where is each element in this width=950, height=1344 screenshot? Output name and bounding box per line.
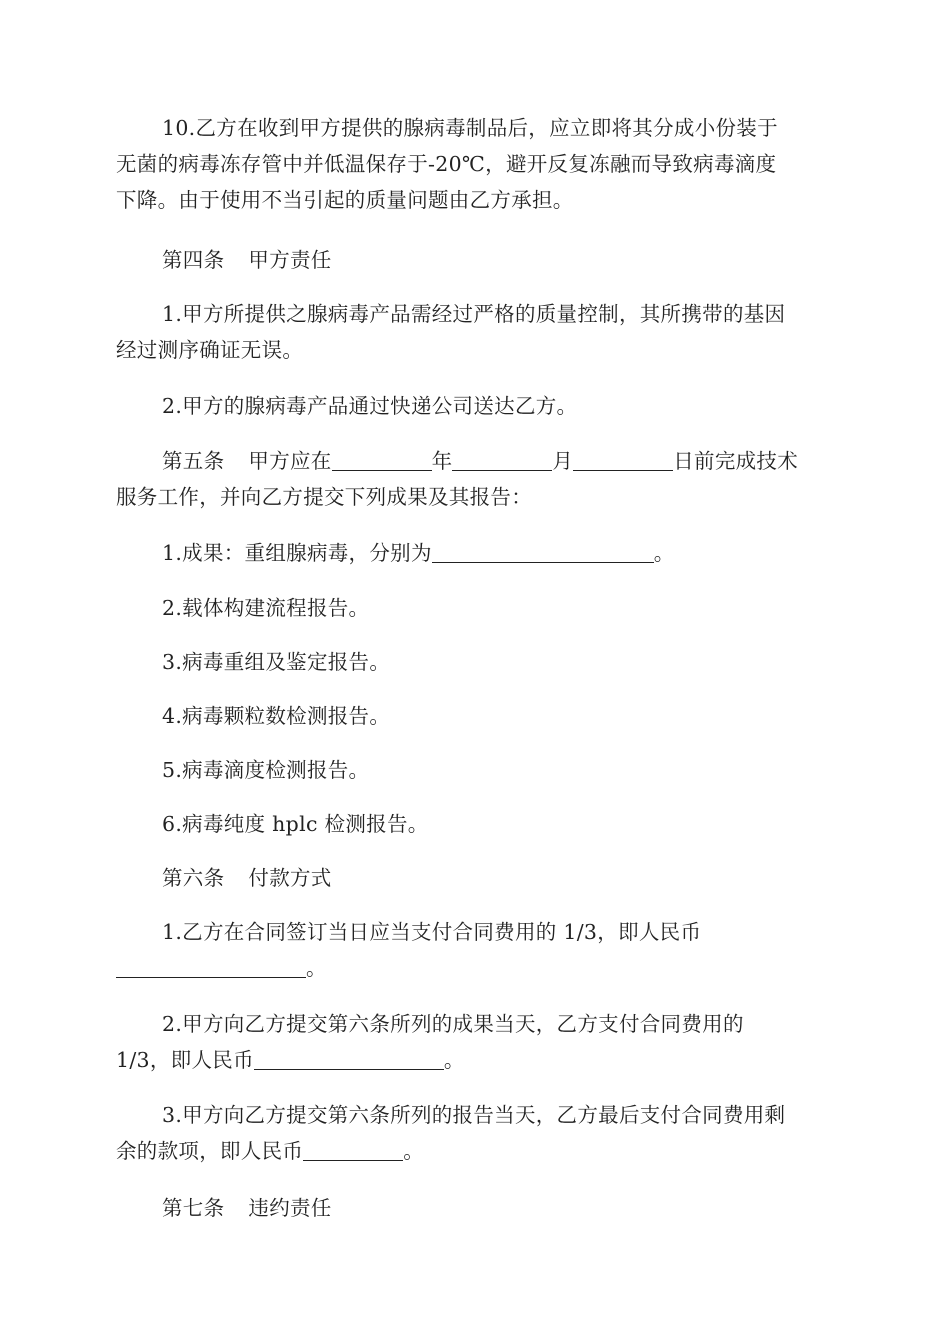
- article-4-heading: [116, 242, 832, 278]
- second-payment-blank[interactable]: [254, 1047, 444, 1070]
- article-4-item-1: [116, 296, 832, 368]
- article-5-item-4: 4.病毒颗粒数检测报告。: [162, 704, 391, 728]
- article-6-item-1-end: 。: [306, 956, 327, 980]
- article-5-tail: 日前完成技术: [673, 449, 799, 473]
- article-5-item-1: [116, 535, 832, 571]
- article-6-item-3-line-1: 3.甲方向乙方提交第六条所列的报告当天，乙方最后支付合同费用剩: [162, 1103, 786, 1127]
- month-label: 月: [552, 449, 574, 473]
- article-6-item-2-line-1: 2.甲方向乙方提交第六条所列的成果当天，乙方支付合同费用的: [162, 1012, 744, 1036]
- article-6-item-3-line-2: 余的款项，即人民币: [116, 1139, 304, 1163]
- results-blank[interactable]: [432, 540, 654, 563]
- article-5-line-2: 服务工作，并向乙方提交下列成果及其报告：: [116, 485, 532, 509]
- article-6-number: 第六条: [162, 866, 225, 890]
- clause-10-line-2: 无菌的病毒冻存管中并低温保存于-20℃，避开反复冻融而导致病毒滴度: [116, 152, 777, 176]
- year-label: 年: [431, 449, 453, 473]
- article-6-item-3: [116, 1097, 832, 1169]
- article-5-number: 第五条: [162, 449, 225, 473]
- article-7-title: 违约责任: [248, 1196, 332, 1220]
- article-5-item-1-end: 。: [653, 541, 675, 565]
- article-6-item-1-line-1: 1.乙方在合同签订当日应当支付合同费用的 1/3，即人民币: [162, 920, 702, 944]
- article-6-item-3-end: 。: [403, 1139, 425, 1163]
- day-blank[interactable]: [573, 448, 673, 471]
- article-7-heading: [116, 1190, 832, 1226]
- article-4-title: 甲方责任: [248, 248, 332, 272]
- article-4-item-1-line-2: 经过测序确证无误。: [116, 338, 304, 362]
- clause-10-line-1: 10.乙方在收到甲方提供的腺病毒制品后，应立即将其分成小份装于: [162, 116, 778, 140]
- article-5-item-6: 6.病毒纯度 hplc 检测报告。: [162, 812, 429, 836]
- article-5-item-1-text: 1.成果：重组腺病毒，分别为: [162, 541, 432, 565]
- article-4-number: 第四条: [162, 248, 225, 272]
- article-4-item-2: [116, 388, 832, 424]
- article-4-item-2-text: 2.甲方的腺病毒产品通过快递公司送达乙方。: [162, 394, 578, 418]
- article-6-item-2-line-2: 1/3，即人民币: [116, 1048, 254, 1072]
- final-payment-blank[interactable]: [303, 1138, 403, 1161]
- article-6-item-2: [116, 1006, 832, 1078]
- article-6-item-2-end: 。: [443, 1048, 465, 1072]
- article-7-number: 第七条: [162, 1196, 225, 1220]
- first-payment-blank[interactable]: [116, 955, 306, 978]
- article-6-heading: [116, 860, 832, 896]
- clause-10: [116, 110, 832, 218]
- article-5: [116, 443, 832, 515]
- clause-10-line-3: 下降。由于使用不当引起的质量问题由乙方承担。: [116, 188, 574, 212]
- article-6-item-1: [116, 914, 832, 986]
- article-5-lead: 甲方应在: [248, 449, 332, 473]
- article-6-title: 付款方式: [248, 866, 332, 890]
- article-5-item-5: 5.病毒滴度检测报告。: [162, 758, 370, 782]
- article-4-item-1-line-1: 1.甲方所提供之腺病毒产品需经过严格的质量控制，其所携带的基因: [162, 302, 786, 326]
- year-blank[interactable]: [332, 448, 432, 471]
- month-blank[interactable]: [452, 448, 552, 471]
- article-5-item-3: 3.病毒重组及鉴定报告。: [162, 650, 391, 674]
- article-5-item-2: 2.载体构建流程报告。: [162, 596, 370, 620]
